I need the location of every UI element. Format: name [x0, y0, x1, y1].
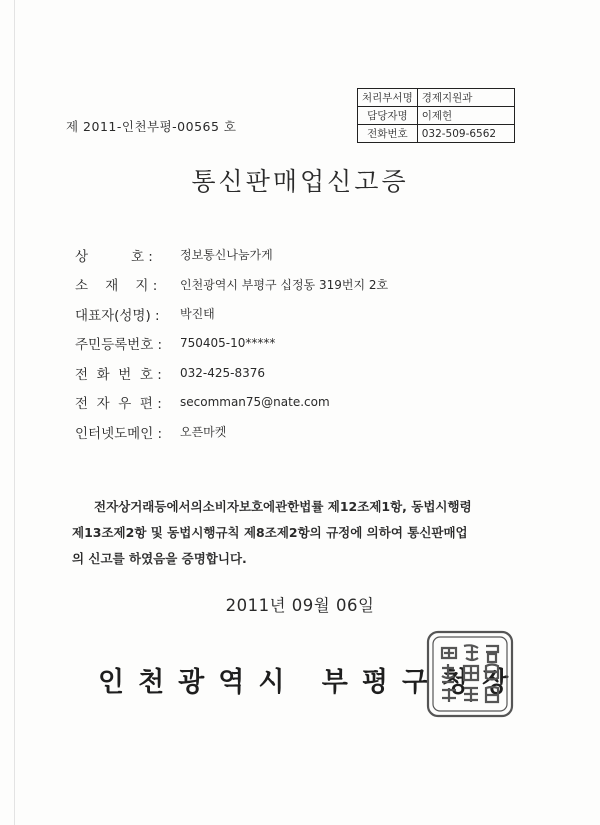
- field-label: 전 화 번 호 :: [75, 366, 162, 383]
- field-value: 032-425-8376: [180, 365, 266, 380]
- field-value: 오픈마켓: [180, 425, 227, 440]
- field-value: 인천광역시 부평구 십정동 319번지 2호: [180, 277, 389, 292]
- field-label: 전 자 우 편 :: [75, 396, 162, 413]
- field-row: [75, 299, 388, 329]
- field-value: secomman75@nate.com: [180, 395, 330, 410]
- field-label: 주민등록번호 :: [75, 337, 163, 354]
- field-value: 정보통신나눔가게: [180, 248, 273, 263]
- issue-date: 2011년 09월 06일: [225, 596, 375, 615]
- field-label: 대표자(성명) :: [75, 307, 160, 324]
- document-number: 제 2011-인천부평-00565 호: [66, 119, 237, 134]
- department-box-row: [358, 107, 515, 125]
- department-box-label: 처리부서명: [358, 89, 418, 107]
- field-row: [75, 329, 388, 359]
- statement-line-3: 의 신고를 하였음을 증명합니다.: [72, 551, 247, 566]
- page-edge: [14, 0, 15, 825]
- department-box-value: 이제헌: [417, 107, 514, 125]
- department-box-label: 전화번호: [358, 125, 418, 143]
- document-title: 통신판매업신고증: [191, 167, 409, 196]
- field-row: [75, 388, 388, 418]
- field-label: 상 호 :: [75, 248, 153, 265]
- field-row: [75, 270, 388, 300]
- field-value: 박진태: [180, 307, 215, 322]
- department-box-value: 경제지원과: [417, 89, 514, 107]
- field-label: 인터넷도메인 :: [75, 425, 163, 442]
- department-box-row: [358, 89, 515, 107]
- issuer-name: 인천광역시 부평구청장: [98, 667, 523, 698]
- official-seal-icon: [424, 628, 516, 720]
- field-label: 소 재 지 :: [75, 278, 158, 295]
- statement-line-1: 전자상거래등에서의소비자보호에관한법률 제12조제1항, 동법시행령: [94, 499, 472, 514]
- field-row: [75, 240, 388, 270]
- department-box-row: [358, 125, 515, 143]
- statement-line-2: 제13조제2항 및 동법시행규칙 제8조제2항의 규정에 의하여 통신판매업: [72, 525, 468, 540]
- registration-fields: [75, 240, 388, 447]
- department-box-label: 담당자명: [358, 107, 418, 125]
- department-box: [357, 88, 515, 143]
- field-row: [75, 358, 388, 388]
- field-row: [75, 417, 388, 447]
- field-value: 750405-10*****: [180, 336, 276, 351]
- certification-statement: [72, 494, 532, 572]
- department-box-value: 032-509-6562: [417, 125, 514, 143]
